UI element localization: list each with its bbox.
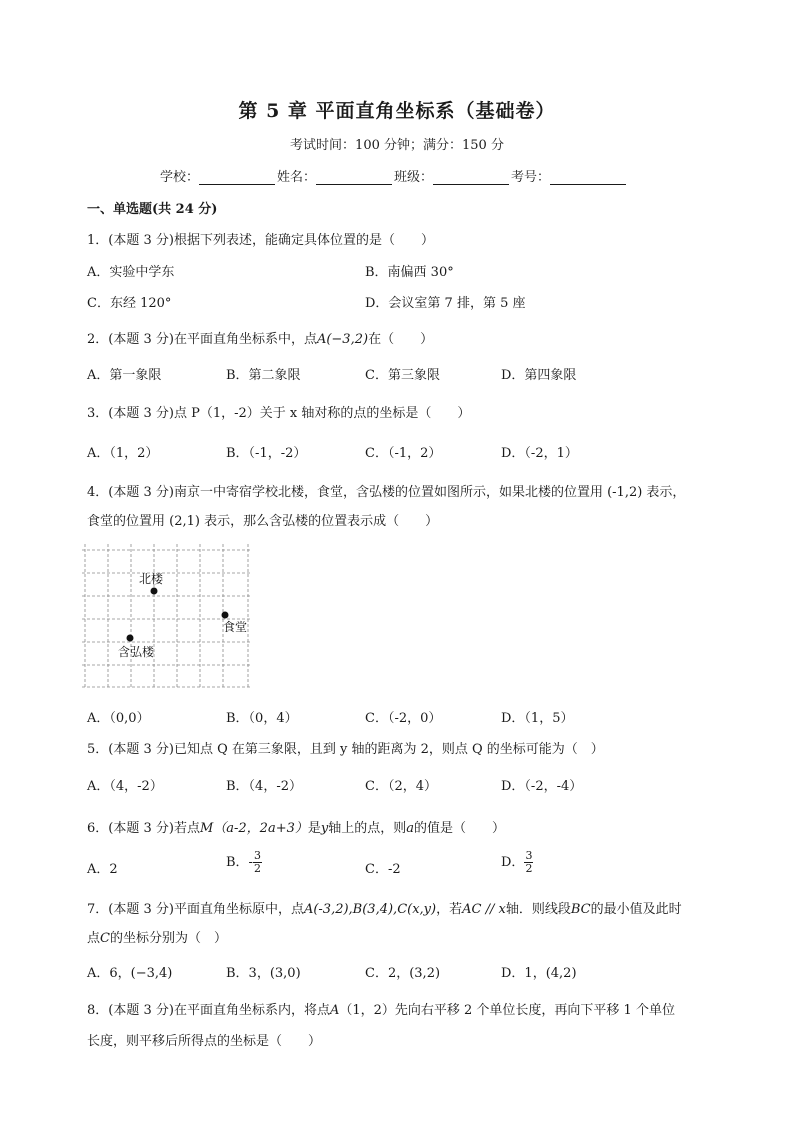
q3-option-b[interactable]: B．（-1，-2）: [226, 446, 307, 461]
q6-y-axis: y: [320, 821, 329, 836]
q6-option-d-label: D．: [501, 855, 525, 870]
q4-option-c[interactable]: C．（-2，0）: [365, 711, 442, 726]
q6-option-d[interactable]: [501, 850, 533, 875]
question-7-line2: [87, 927, 227, 946]
q4-option-b[interactable]: B．（0，4）: [226, 711, 298, 726]
hanhong-building-label: 含弘楼: [118, 645, 155, 659]
q6-option-b[interactable]: [226, 850, 262, 875]
q7-text-mid: ，若: [436, 902, 463, 917]
q1-option-a[interactable]: A．实验中学东: [87, 265, 175, 280]
exam-number-label: 考号：: [511, 170, 551, 185]
section-heading: 一、单选题(共 24 分): [87, 202, 218, 217]
question-7-line1: [87, 898, 682, 917]
class-label: 班级：: [394, 170, 434, 185]
q2-point-a: A(−3,2): [316, 332, 369, 347]
q2-option-c[interactable]: C．第三象限: [365, 368, 440, 383]
q7-option-c[interactable]: C．2，(3,2): [365, 966, 441, 981]
q6-point-m: M（a-2，2a+3）: [199, 821, 308, 836]
q5-option-b[interactable]: B．（4，-2）: [226, 779, 302, 794]
q7-point-c: C: [100, 931, 110, 946]
exam-info: 考试时间：100 分钟；满分：150 分: [290, 138, 504, 153]
question-6: [87, 817, 505, 836]
q2-text-post: 在（ ）: [368, 332, 434, 347]
q1-option-d[interactable]: D．会议室第 7 排，第 5 座: [365, 296, 526, 311]
q3-option-d[interactable]: D．（-2，1）: [501, 446, 578, 461]
q4-option-a[interactable]: A．（0,0）: [87, 711, 150, 726]
q2-option-b[interactable]: B．第二象限: [226, 368, 301, 383]
q1-option-c[interactable]: C．东经 120°: [87, 296, 172, 311]
q7-segment-bc: BC: [570, 902, 591, 917]
q2-text-pre: 2．(本题 3 分)在平面直角坐标系中，点: [87, 332, 317, 347]
question-2: [87, 328, 433, 347]
q8-point-a: A: [329, 1003, 340, 1018]
q6-var-a: a: [406, 821, 415, 836]
q5-option-c[interactable]: C．（2，4）: [365, 779, 437, 794]
north-building-label: 北楼: [139, 572, 164, 586]
question-3: 3．(本题 3 分)点 P（1，-2）关于 x 轴对称的点的坐标是（ ）: [87, 406, 471, 421]
q1-option-b[interactable]: B．南偏西 30°: [365, 265, 454, 280]
class-blank[interactable]: [433, 170, 509, 185]
q7-condition: AC // x: [462, 902, 506, 917]
exam-number-blank[interactable]: [550, 170, 626, 185]
q6-text-mid2: 轴上的点，则: [328, 821, 407, 836]
q6-option-d-fraction: [524, 850, 533, 875]
name-label: 姓名：: [277, 170, 317, 185]
q3-option-a[interactable]: A．（1，2）: [87, 446, 159, 461]
name-blank[interactable]: [316, 170, 392, 185]
fraction-numerator: 3: [253, 849, 261, 862]
north-building-point: [151, 588, 158, 595]
question-4-line1: 4．(本题 3 分)南京一中寄宿学校北楼，食堂，含弘楼的位置如图所示，如果北楼的位置用 (-1,2) 表示，: [87, 485, 686, 500]
question-1: 1．(本题 3 分)根据下列表述，能确定具体位置的是（ ）: [87, 233, 434, 248]
q6-option-b-fraction: [253, 850, 262, 875]
q7-text-post2: 的最小值及此时: [590, 902, 682, 917]
page-title: 第 5 章 平面直角坐标系（基础卷）: [238, 100, 556, 122]
school-blank[interactable]: [199, 170, 275, 185]
q6-option-b-label: B．-: [226, 855, 253, 870]
q7-text-pre: 7．(本题 3 分)平面直角坐标原中，点: [87, 902, 304, 917]
hanhong-building-point: [127, 635, 134, 642]
canteen-label: 食堂: [223, 620, 248, 634]
q5-option-d[interactable]: D．（-2，-4）: [501, 779, 583, 794]
q7-option-a[interactable]: A．6，(−3,4): [87, 966, 173, 981]
q2-option-d[interactable]: D．第四象限: [501, 368, 577, 383]
school-label: 学校：: [160, 170, 200, 185]
q6-text-pre: 6．(本题 3 分)若点: [87, 821, 200, 836]
q4-option-d[interactable]: D．（1，5）: [501, 711, 574, 726]
q2-option-a[interactable]: A．第一象限: [87, 368, 162, 383]
campus-grid-figure: [82, 544, 254, 690]
canteen-point: [222, 612, 229, 619]
q7-line2-post: 的坐标分别为（ ）: [109, 931, 227, 946]
q7-option-d[interactable]: D．1，(4,2): [501, 966, 577, 981]
q8-text-pre: 8．(本题 3 分)在平面直角坐标系内，将点: [87, 1003, 330, 1018]
student-info-row: [160, 166, 628, 185]
q3-option-c[interactable]: C．（-1，2）: [365, 446, 442, 461]
question-5: 5．(本题 3 分)已知点 Q 在第三象限，且到 y 轴的距离为 2，则点 Q 的坐标可能为（ ）: [87, 742, 604, 757]
q7-text-post: 轴．则线段: [505, 902, 571, 917]
question-8-line1: [87, 999, 675, 1018]
question-4-line2: 食堂的位置用 (2,1) 表示，那么含弘楼的位置表示成（ ）: [87, 514, 439, 529]
q7-points: A(-3,2),B(3,4),C(x,y): [303, 902, 437, 917]
fraction-denominator: 2: [253, 862, 261, 875]
q6-text-mid: 是: [307, 821, 321, 836]
q7-line2-pre: 点: [87, 931, 101, 946]
q6-text-post: 的值是（ ）: [414, 821, 506, 836]
q6-option-a[interactable]: A．2: [87, 862, 118, 877]
fraction-numerator: 3: [525, 849, 533, 862]
fraction-denominator: 2: [525, 862, 533, 875]
q7-option-b[interactable]: B．3，(3,0): [226, 966, 301, 981]
question-8-line2: 长度，则平移后所得点的坐标是（ ）: [87, 1034, 322, 1049]
q6-option-c[interactable]: C．-2: [365, 862, 401, 877]
q5-option-a[interactable]: A．（4，-2）: [87, 779, 163, 794]
q8-text-post: （1，2）先向右平移 2 个单位长度，再向下平移 1 个单位: [339, 1003, 675, 1018]
